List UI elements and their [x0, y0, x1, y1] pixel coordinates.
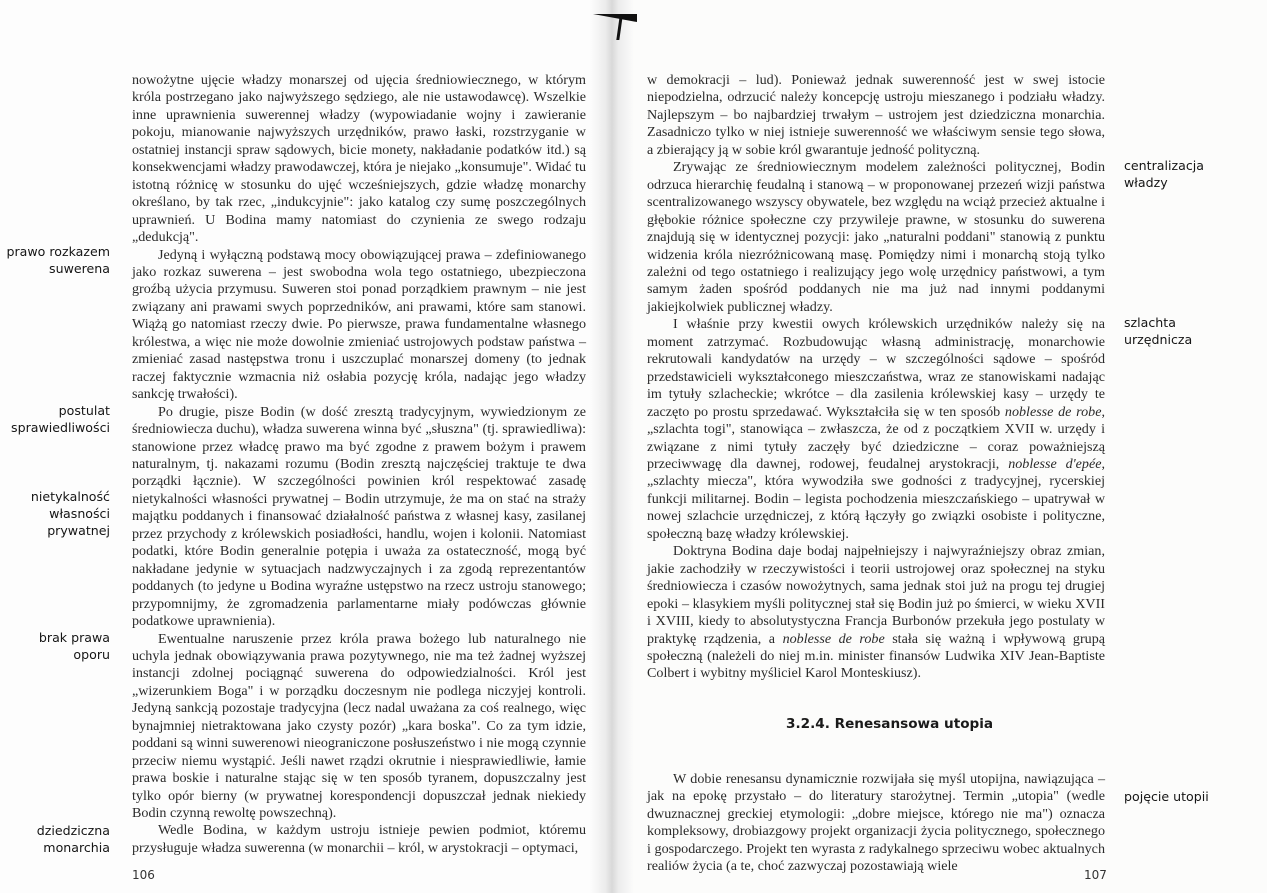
margin-note-line: władzy — [1124, 175, 1168, 190]
margin-note-line: postulat — [58, 403, 110, 418]
margin-note-line: pojęcie utopii — [1124, 789, 1209, 804]
page-corner-mark — [593, 14, 637, 22]
page-number: 107 — [1084, 868, 1107, 882]
paragraph — [647, 316, 1105, 543]
section-heading: 3.2.4. Renesansowa utopia — [786, 716, 994, 732]
margin-note-line: suwerena — [49, 261, 110, 276]
margin-note — [1124, 788, 1254, 805]
margin-note-line: prywatnej — [47, 523, 110, 538]
text-run: Doktryna Bodina daje bodaj najpełniejszy i najwyraźniejszy obraz zmian, jakie zachodziły w rzeczywistości i teorii ustrojowej oraz społecznej na styku średniowiecza i czasów nowożytnych, sama jednak stoi już na progu tej drugiej epoki – klasykiem myśli politycznej stał się Bodin już po śmierci, w wieku XVII i XVIII, kiedy to absolutystyczna Francja Burbonów przekuła jego postulaty w praktykę rządzenia, a — [647, 543, 1105, 647]
right-page-body-continued — [647, 771, 1105, 876]
paragraph: w demokracji – lud). Ponieważ jednak suwerenność jest w swej istocie niepodzielna, odrzucić należy koncepcję ustroju mieszanego i podziału władzy. Najlepszym – bo najbardziej trwałym – ustrojem jest dziedziczna monarchia. Zasadniczo tylko w niej istnieje suwerenność we właściwym sensie tego słowa, a zbierający ją w sobie król gwarantuje jedność polityczną. — [647, 72, 1105, 158]
page-number: 106 — [132, 868, 155, 882]
left-page — [0, 0, 612, 893]
text-run: stała się ważną i wpływową grupą społeczną (należeli do niej m.in. minister finansów Ludwika XIV Jean-Baptiste Colbert i wybitny myśliciel Karol Monteskiusz). — [647, 630, 1105, 682]
paragraph: Zrywając ze średniowiecznym modelem zależności politycznej, Bodin odrzuca hierarchię feudalną i stanową – w proponowanej przezeń wizji państwa scentralizowanego wszyscy obywatele, bez względu na wciąż przecież aktualne i głębokie różnice społeczne czy przywileje prawne, w stosunku do suwerena znajdują się w identycznej pozycji: jako „naturalni poddani" stanowią z punktu widzenia króla niezróżnicowaną masę. Pomiędzy nimi i monarchą stoją tylko zależni od tego ostatniego i realizujący jego wolę urzędnicy państwowi, a tym samym żaden spośród poddanych nie ma już nad innymi poddanymi jakiejkolwiek publicznej władzy. — [647, 159, 1105, 315]
right-page-body — [647, 72, 1105, 683]
margin-note-line: nietykalność — [30, 489, 110, 504]
text-run-italic: noblesse de robe — [1004, 403, 1102, 420]
margin-note-line: urzędnicza — [1124, 332, 1193, 347]
paragraph: Ewentualne naruszenie przez króla prawa bożego lub naturalnego nie uchyla jednak obowiązywania prawa pozytywnego, nie ma też żadnej wyższej instancji zdolnej pociągnąć suwerena do odpowiedzialności. Król jest „wizerunkiem Boga" i w porządku doczesnym nie podlega niczyjej kontroli. Jedyną sankcją pozostaje tradycyjna (lecz nadal uważana za coś realnego, więc bynajmniej nietraktowana jako czysty pozór) „kara boska". Co za tym idzie, poddani są winni suwerenowi nieograniczone posłuszeństwo i nie mogą czynnie przeciw niemu wystąpić. Jeśli nawet rządzi okrutnie i niesprawiedliwie, łamie prawa boskie i naturalne stając się w ten sposób tyranem, dopuszczalny jest tylko opór bierny (w prywatnej korespondencji dopuszczał jednak niekiedy Bodin czynną rewoltę powszechną). — [132, 630, 586, 822]
margin-note-line: dziedziczna — [36, 823, 110, 838]
paragraph: nowożytne ujęcie władzy monarszej od ujęcia średniowiecznego, w którym króla postrzegano jako najwyższego sędziego, ale nie ustawodawcę). Wszelkie inne uprawnienia suwerennej władzy (wypowiadanie wojny i zawieranie pokoju, mianowanie najwyższych urzędników, prawo łaski, rozstrzyganie w ostatniej instancji spraw sądowych, bicie monety, nakładanie podatków itd.) są konsekwencjami władzy prawodawczej, która je niejako „konsumuje". Widać tu istotną różnicę w stosunku do ujęć wcześniejszych, gdzie władzę monarchy określano, by tak rzec, „indukcyjnie": jako katalog czy sumę poszczególnych uprawnień. U Bodina mamy natomiast do czynienia ze swego rodzaju „dedukcją". — [132, 72, 586, 246]
paragraph: Jedyną i wyłączną podstawą mocy obowiązującej prawa – zdefiniowanego jako rozkaz suwerena – jest swobodna wola tego ostatniego, ubezpieczona groźbą użycia przymusu. Suweren stoi ponad porządkiem prawnym – nie jest związany ani prawami swych poprzedników, ani prawami, które sam stanowi. Wiążą go natomiast rzeczy dwie. Po pierwsze, prawa fundamentalne własnego królestwa, a więc nie może dowolnie zmieniać ustrojowych podstaw państwa – zmieniać zasad następstwa tronu i uszczuplać monarszej domeny (to jednak raczej faktycznie wzmacnia niż osłabia pozycję króla, nadając jego władzy sankcję trwałości). — [132, 246, 586, 403]
margin-note-line: monarchia — [43, 840, 110, 855]
margin-note-line: własności — [49, 506, 110, 521]
margin-note-line: brak prawa — [38, 630, 110, 645]
paragraph: Po drugie, pisze Bodin (w dość zresztą tradycyjnym, wywiedzionym ze średniowiecza duchu), władza suwerena winna być „słuszna" (tj. sprawiedliwa): stanowione przez władcę prawo ma być zgodne z prawem bożym i prawem naturalnym, tj. nakazami rozumu (Bodin zresztą najczęściej traktuje te dwa porządki łącznie). W szczególności powinien król respektować zasadę nietykalności własności prywatnej – Bodin utrzymuje, że ma on stać na straży majątku poddanych i finansować działalność państwa z własnej kasy, zasilanej przez przychody z królewskich posiadłości, handlu, wojen i kolonii. Natomiast podatki, które Bodin generalnie potępia i uważa za ostateczność, mogą być nakładane jedynie w sytuacjach nadzwyczajnych i za zgodą reprezentantów poddanych (to jedyne u Bodina wyraźne ustępstwo na rzecz ustroju stanowego; przypomnijmy, że zgromadzenia parlamentarne miały podówczas głównie podatkowe uprawnienia). — [132, 403, 586, 630]
margin-note — [0, 402, 110, 436]
text-run: , „szlachta togi", stanowiąca – zwłaszcza, że od z początkiem XVII w. urzędy i związane z nimi tytuły zaczęły być dziedziczne – coraz poważniejszą przeciwwagę dla dawnej, rodowej, feudalnej arystokracji, — [647, 403, 1105, 472]
margin-note — [0, 243, 110, 277]
margin-note — [0, 629, 110, 663]
paragraph: Wedle Bodina, w każdym ustroju istnieje pewien podmiot, któremu przysługuje władza suwerenna (w monarchii – król, w arystokracji – optymaci, — [132, 822, 586, 856]
text-run: I właśnie przy kwestii owych królewskich urzędników należy się na moment zatrzymać. Rozbudowując własną administrację, monarchowie rekrutowali kandydatów na urzędy – w szczególności sądowe – spośród przedstawicieli wykształconego mieszczaństwa, wraz ze stanowiskami nadając im tytuły szlacheckie; wkrótce – dla zasilenia królewskiej kasy – urzędy te zaczęto po prostu sprzedawać. Wykształciła się w ten sposób — [647, 316, 1105, 420]
text-run-italic: noblesse d'epée — [1008, 455, 1102, 472]
margin-note-line: oporu — [73, 647, 110, 662]
margin-note — [0, 488, 110, 539]
book-gutter — [590, 0, 634, 893]
margin-note-line: centralizacja — [1124, 158, 1204, 173]
paragraph: W dobie renesansu dynamicznie rozwijała się myśl utopijna, nawiązująca – jak na epokę przystało – do literatury starożytnej. Termin „utopia" (wedle dwuznacznej greckiej etymologii: „dobre miejsce, którego nie ma") oznacza kompleksowy, drobiazgowy projekt organizacji życia politycznego, społecznego i gospodarczego. Projekt ten wyrasta z radykalnego sprzeciwu wobec aktualnych realiów życia (a te, choć zazwyczaj pozostawiają wiele — [647, 771, 1105, 875]
text-run-italic: noblesse de robe — [782, 630, 885, 647]
margin-note-line: sprawiedliwości — [11, 420, 110, 435]
margin-note — [1124, 314, 1254, 348]
margin-note — [0, 822, 110, 856]
paragraph — [647, 543, 1105, 683]
margin-note-line: szlachta — [1124, 315, 1176, 330]
text-run: , „szlachty miecza", która wywodziła swe godności z tradycyjnej, rycerskiej funkcji militarnej. Bodin – legista pochodzenia mieszczańskiego – upatrywał w nowej szlachcie urzędniczej, z którą łączyły go związki osobiste i polityczne, społeczną bazę władzy królewskiej. — [647, 455, 1105, 542]
margin-note-line: prawo rozkazem — [6, 244, 110, 259]
margin-note — [1124, 157, 1254, 191]
left-page-body — [132, 72, 586, 857]
